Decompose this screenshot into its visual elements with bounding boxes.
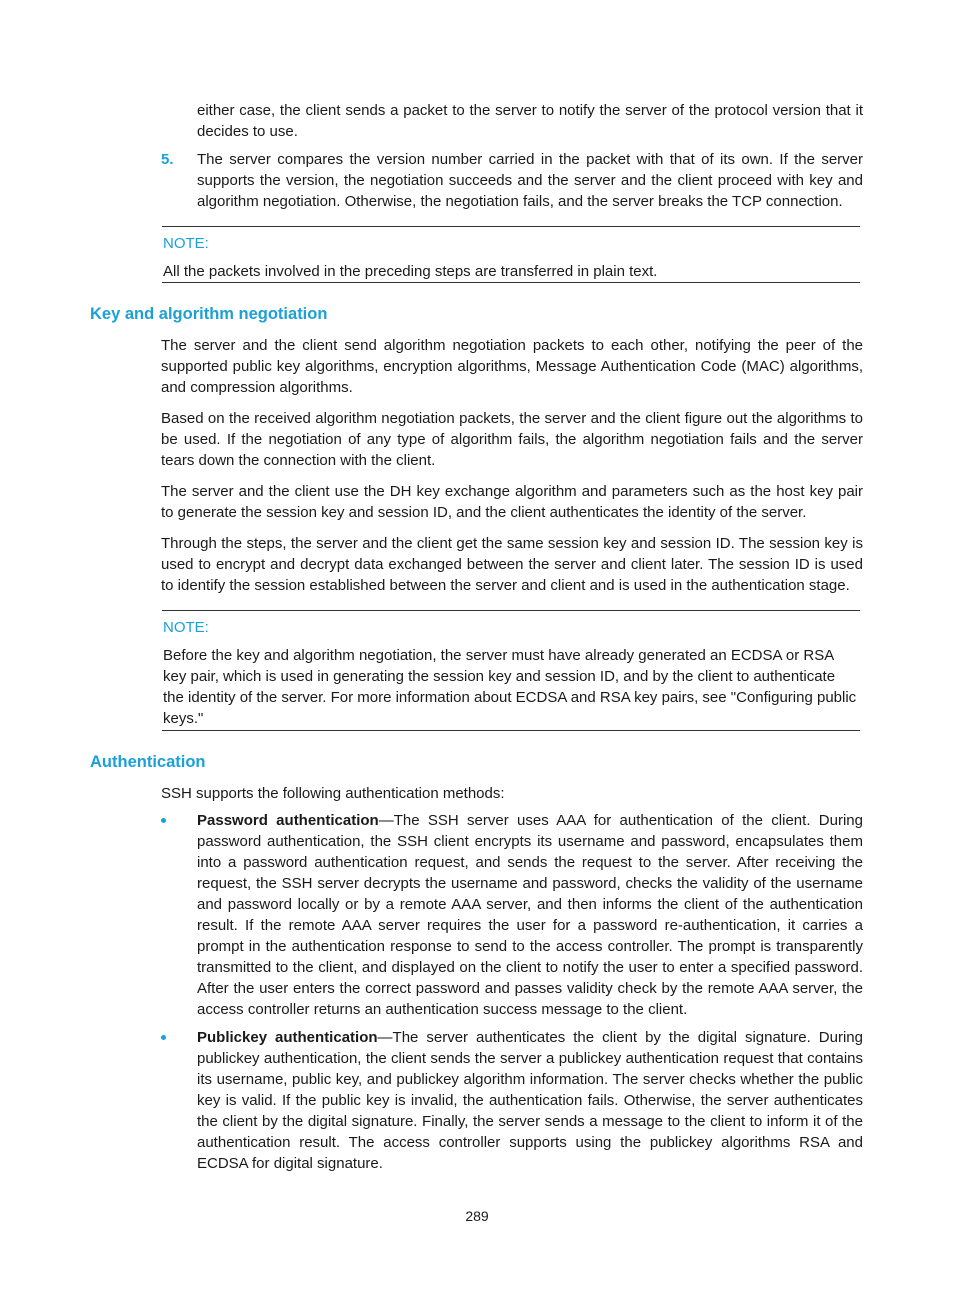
- note1-label: NOTE:: [163, 235, 209, 252]
- note1-bottom-rule: [162, 282, 860, 283]
- note2-top-rule: [162, 610, 860, 611]
- key-paragraph-3: The server and the client use the DH key exchange algorithm and parameters such as the host key pair to generate the session key and session ID, and the client authenticates the identity of the server.: [161, 483, 863, 521]
- auth-intro: SSH supports the following authentication methods:: [161, 785, 505, 802]
- note2-label: NOTE:: [163, 619, 209, 636]
- bullet-icon: [161, 818, 166, 823]
- step4-tail-text: either case, the client sends a packet to the server to notify the server of the protocol version that it decides to use.: [197, 102, 863, 140]
- note2-text: Before the key and algorithm negotiation, the server must have already generated an ECDSA or RSA key pair, which is used in generating the session key and session ID, and by the client to authenticate the identity of the server. For more information about ECDSA and RSA key pairs, see "Configuring public keys.": [163, 647, 857, 727]
- bullet-text: —The SSH server uses AAA for authentication of the client. During password authentication, the SSH client encrypts its username and password, encapsulates them into a password authentication request, and sends the request to the server. After receiving the request, the SSH server decrypts the username and password, checks the validity of the username and password locally or by a remote AAA server, and then informs the client of the authentication result. If the remote AAA server requires the user for a password re-authentication, it carries a prompt in the authentication response to send to the access controller. The prompt is transparently transmitted to the client, and displayed on the client to notify the user to enter a specified password. After the user enters the correct password and passes validity check by the remote AAA server, the access controller returns an authentication success message to the client.: [197, 812, 863, 1018]
- key-paragraph-4: Through the steps, the server and the client get the same session key and session ID. The session key is used to encrypt and decrypt data exchanged between the server and client later. The session ID is used to identify the session established between the server and client and is used in the authentication stage.: [161, 535, 863, 594]
- heading-authentication: Authentication: [90, 753, 206, 771]
- note2-bottom-rule: [162, 730, 860, 731]
- bullet-text: —The server authenticates the client by the digital signature. During publickey authentication, the client sends the server a publickey authentication request that contains its username, public key, and publickey algorithm information. The server checks whether the public key is valid. If the public key is invalid, the authentication fails. Otherwise, the server authenticates the client by the digital signature. Finally, the server sends a message to the client to inform it of the authentication result. The access controller supports using the publickey algorithms RSA and ECDSA for digital signature.: [197, 1029, 863, 1172]
- heading-key-algorithm-negotiation: Key and algorithm negotiation: [90, 305, 328, 323]
- step5-number: 5.: [161, 151, 174, 168]
- note1-top-rule: [162, 226, 860, 227]
- page-number: 289: [465, 1208, 489, 1224]
- step5-text: The server compares the version number carried in the packet with that of its own. If the server supports the version, the negotiation succeeds and the server and the client proceed with key and algorithm negotiation. Otherwise, the negotiation fails, and the server breaks the TCP connection.: [197, 151, 863, 210]
- bullet-icon: [161, 1035, 166, 1040]
- key-paragraph-1: The server and the client send algorithm negotiation packets to each other, notifying the peer of the supported public key algorithms, encryption algorithms, Message Authentication Code (MAC) algorithms, and compression algorithms.: [161, 337, 863, 396]
- key-paragraph-2: Based on the received algorithm negotiation packets, the server and the client figure out the algorithms to be used. If the negotiation of any type of algorithm fails, the algorithm negotiation fails and the server tears down the connection with the client.: [161, 410, 863, 469]
- bullet-password-authentication: [197, 810, 863, 1020]
- bullet-publickey-authentication: [197, 1027, 863, 1174]
- note1-text: All the packets involved in the preceding steps are transferred in plain text.: [163, 263, 658, 280]
- bullet-term: Password authentication: [197, 812, 379, 829]
- bullet-term: Publickey authentication: [197, 1029, 378, 1046]
